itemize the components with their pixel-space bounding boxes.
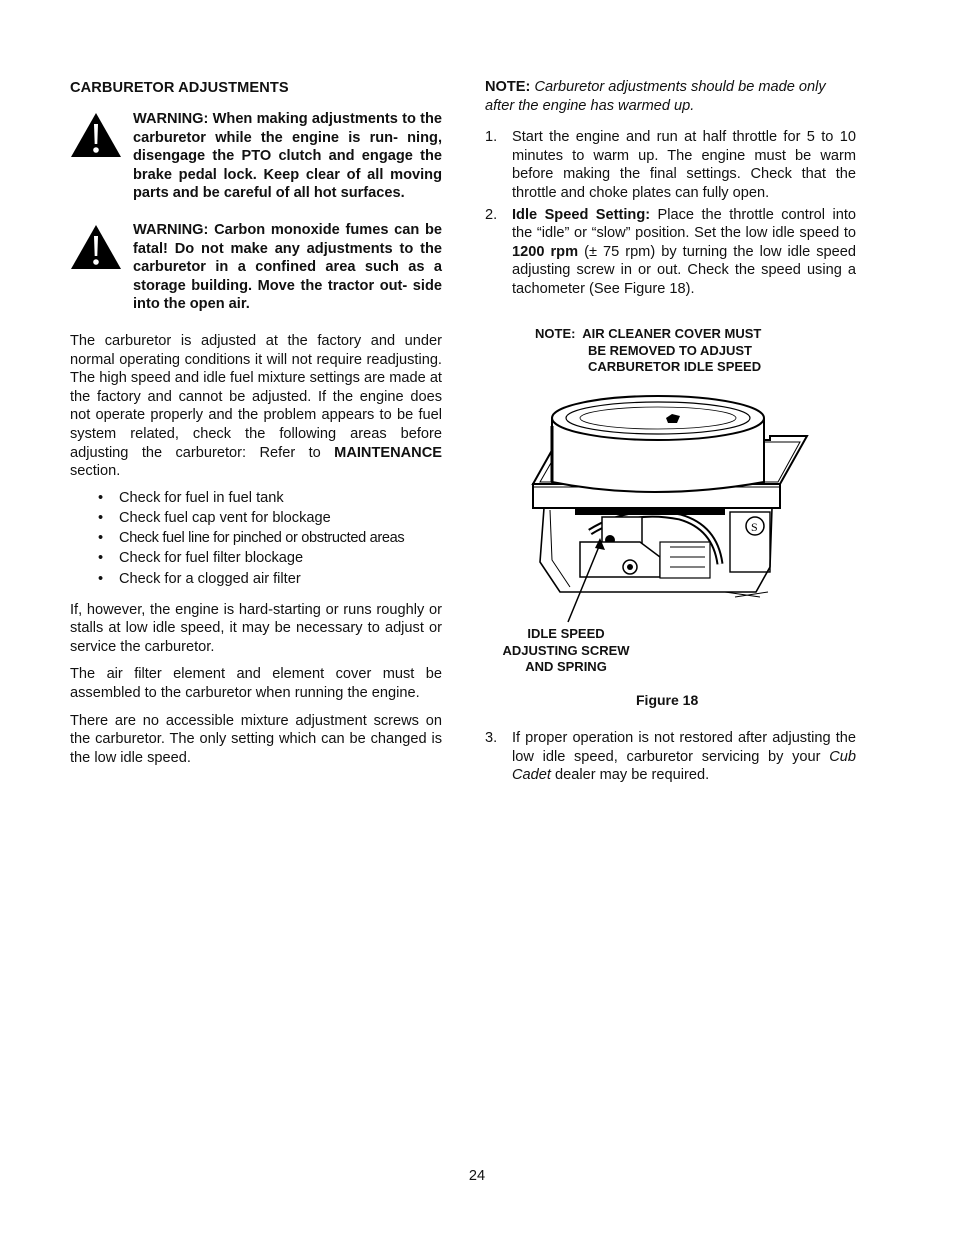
warning-triangle-icon [70, 112, 122, 158]
intro-text-before: The carburetor is adjusted at the factory and under normal operating conditions it will not require readjusting. The high speed and idle fuel mixture settings are made at the factory and cannot be adjusted. If the engine does not operate properly and the problem appears to be fuel system related, check the following areas before adjusting the carburetor: Refer to [70, 332, 442, 461]
warning-text-1: WARNING: When making adjustments to the carburetor while the engine is run- ning, disengage the PTO clutch and engage the brake pedal lock. Keep clear of all moving parts and be careful of all hot surfaces. [133, 111, 442, 202]
section-title: CARBURETOR ADJUSTMENTS [70, 80, 289, 96]
figure-note: NOTE: AIR CLEANER COVER MUST BE REMOVED TO ADJUST CARBURETOR IDLE SPEED [535, 326, 762, 374]
step-number: 3. [485, 730, 498, 746]
note-label: NOTE: [485, 79, 531, 95]
paragraph-mixture-screws: There are no accessible mixture adjustment screws on the carburetor. The only setting which can be changed is the low idle speed. [70, 712, 442, 766]
bullet-icon: • [98, 489, 104, 506]
paragraph-hard-starting: If, however, the engine is hard-starting or runs roughly or stalls at low idle speed, it may be necessary to adjust or service the carburetor. [70, 601, 442, 655]
step-number: 1. [485, 129, 498, 146]
note-text: Carburetor adjustments should be made only after the engine has warmed up. [485, 79, 826, 114]
list-item: • Check fuel line for pinched or obstructed areas [98, 528, 442, 548]
list-item: • Check for fuel in fuel tank [98, 488, 442, 508]
bullet-icon: • [98, 550, 104, 567]
bullet-icon: • [98, 509, 104, 526]
right-column [485, 78, 856, 302]
warning-block-2 [70, 221, 442, 314]
list-item: • Check fuel cap vent for blockage [98, 508, 442, 528]
note-paragraph [485, 78, 856, 115]
step-2: 2. Idle Speed Setting: Place the throttle control into the “idle” or “slow” position. Set the low idle speed to 1200 rpm (± 75 rpm) by turning the low idle speed adjusting screw in or out. Check the speed using a tachometer (See Figure 18). [485, 206, 856, 297]
checklist [70, 488, 442, 589]
intro-paragraph [70, 332, 442, 481]
step-3: 3. If proper operation is not restored after adjusting the low idle speed, carburetor servicing by your Cub Cadet dealer may be required. [485, 730, 856, 784]
brand-name: Cub Cadet [512, 748, 856, 784]
step-1: 1. Start the engine and run at half throttle for 5 to 10 minutes to warm up. The engine must be warm before making the final settings. Check that the throttle and choke plates can fully open. [485, 129, 856, 201]
step-number: 2. [485, 206, 498, 223]
page-number: 24 [468, 1168, 486, 1184]
steps-list [485, 128, 856, 298]
svg-text:S: S [751, 520, 758, 534]
figure-caption: Figure 18 [636, 692, 699, 708]
rpm-value: 1200 rpm [512, 243, 579, 260]
paragraph-air-filter: The air filter element and element cover must be assembled to the carburetor when running the engine. [70, 666, 442, 702]
list-item: • Check for a clogged air filter [98, 569, 442, 589]
left-column [70, 78, 442, 767]
intro-text-after: section. [70, 463, 121, 480]
carburetor-illustration [530, 392, 812, 624]
figure-callout: IDLE SPEED ADJUSTING SCREW AND SPRING [502, 626, 630, 674]
maintenance-reference: MAINTENANCE [334, 444, 442, 461]
warning-text-2: WARNING: Carbon monoxide fumes can be fatal! Do not make any adjustments to the carburetor in a confined area such as a storage building. Move the tractor out- side into the open air. [133, 221, 442, 313]
list-item: • Check for fuel filter blockage [98, 548, 442, 568]
bullet-icon: • [98, 570, 104, 587]
warning-triangle-icon [70, 224, 122, 270]
steps-list-continued [485, 729, 856, 788]
step-2-title: Idle Speed Setting: [512, 206, 651, 223]
figure-note-label: NOTE: [535, 326, 576, 341]
bullet-icon: • [98, 530, 103, 547]
warning-block-1 [70, 110, 442, 203]
